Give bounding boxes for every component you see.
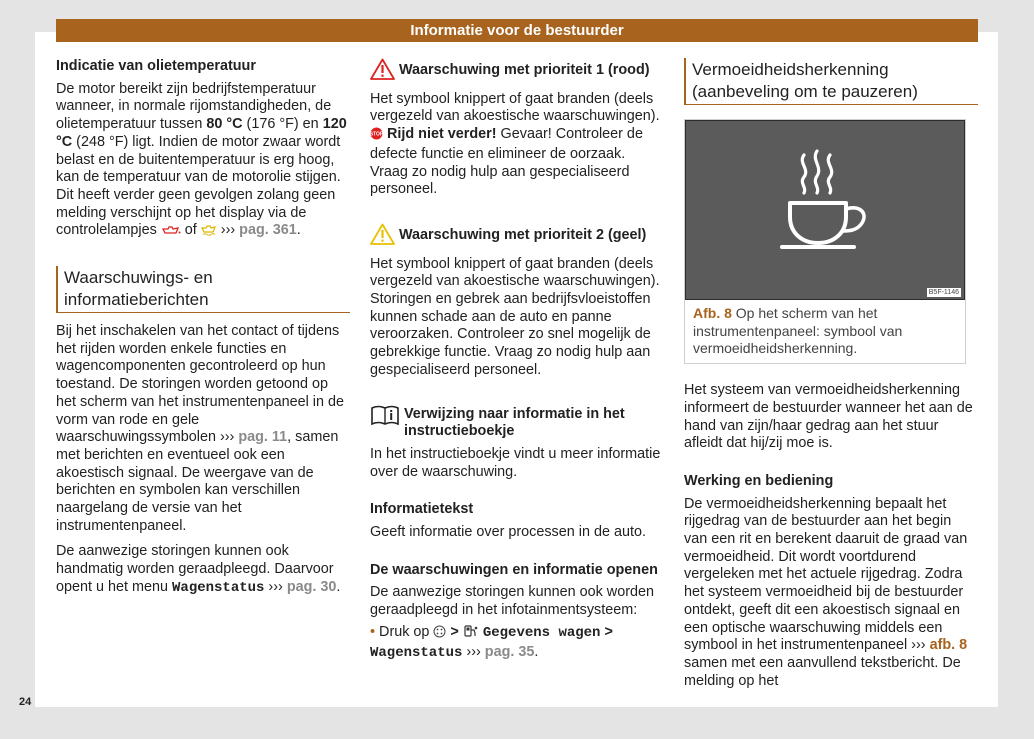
warnings-section-title: Waarschuwings- en informatieberichten [56, 266, 350, 313]
column-right [684, 58, 978, 698]
figure-8-image [685, 120, 965, 300]
oil-temp-paragraph: De motor bereikt zijn bedrijfstemperatuur wanneer, in normale rijomstandigheden, de olietemperatuur tussen 80 °C (176 °F) en 120 °C (248 °F) ligt. Indien de motor zwaar wordt belast en de buitentemperatuur is erg hoog, kan de temperatuur van de motorolie stijgen. Dit heeft verder geen gevolgen zolang geen melding verschijnt op het display via de controlelampjes of ››› pag. 361. [56, 81, 350, 242]
page-30-link[interactable]: pag. 30 [286, 578, 337, 595]
warning-triangle-red-icon [370, 58, 395, 86]
oil-can-red-icon [161, 224, 181, 242]
open-warnings-heading: De waarschuwingen en informatie openen [370, 561, 658, 578]
instruction-book-paragraph: In het instructieboekje vindt u meer informatie over de waarschuwing. [370, 445, 661, 480]
figure-8 [684, 119, 966, 364]
open-warnings-step: • Druk op > Gegevens wagen > Wagenstatus ››› pag. 35. [370, 623, 613, 661]
priority-2-paragraph: Het symbool knippert of gaat branden (deels vergezeld van akoestische waarschuwingen). Storingen en gebrek aan bedrijfsvloeistoffen kunnen schade aan de auto en panne veroorzaken. Controleer zo snel mogelijk de gebrekkige functie. Vraag zo nodig hulp aan gespecialiseerd personeel. [370, 255, 660, 378]
menu-wagenstatus-2: Wagenstatus [370, 644, 463, 661]
car-data-icon [463, 624, 479, 644]
instruction-book-heading: Verwijzing naar informatie in het instructieboekje [370, 404, 663, 441]
figure-8-link[interactable]: afb. 8 [929, 637, 968, 654]
coffee-cup-icon [686, 121, 964, 299]
operation-heading: Werking en bediening [684, 472, 834, 489]
page-11-link[interactable]: pag. 11 [238, 429, 288, 446]
fatigue-section-title: Vermoeidheidsherkenning (aanbeveling om te pauzeren) [684, 58, 978, 105]
column-middle [370, 58, 663, 670]
warning-triangle-yellow-icon [370, 223, 395, 251]
figure-code: B5F-1146 [928, 289, 959, 296]
stop-icon [370, 127, 383, 146]
info-text-paragraph: Geeft informatie over processen in de auto. [370, 524, 646, 541]
menu-wagenstatus: Wagenstatus [172, 579, 265, 596]
priority-1-paragraph: Het symbool knippert of gaat branden (deels vergezeld van akoestische waarschuwingen). STOP Rijd niet verder! Gevaar! Controleer de defecte functie en elimineer de oorzaak. Vraag zo nodig hulp aan gespecialiseerd personeel. [370, 90, 660, 198]
menu-gegevens-wagen: Gegevens wagen [482, 624, 601, 641]
priority-1-heading: Waarschuwing met prioriteit 1 (rood) [370, 58, 663, 86]
fatigue-paragraph-1: Het systeem van vermoeidheidsherkenning informeert de bestuurder wanneer het aan de hand van zijn/haar gedrag aan het stuur afleidt dat hij/zij moe is. [684, 382, 973, 452]
warnings-paragraph-2: De aanwezige storingen kunnen ook handmatig worden geraadpleegd. Daarvoor opent u het menu Wagenstatus ››› pag. 30. [56, 543, 341, 596]
priority-2-heading: Waarschuwing met prioriteit 2 (geel) [370, 223, 663, 251]
page-35-link[interactable]: pag. 35 [484, 643, 535, 660]
page-number: 24 [19, 696, 32, 708]
column-left [56, 58, 350, 606]
info-text-heading: Informatietekst [370, 501, 474, 518]
book-info-icon [370, 404, 400, 432]
oil-temperature-yellow-icon [201, 223, 217, 242]
chapter-header: Informatie voor de bestuurder [56, 19, 978, 42]
oil-temp-heading: Indicatie van olietemperatuur [56, 58, 256, 74]
warnings-paragraph-1: Bij het inschakelen van het contact of tijdens het rijden worden enkele functies en wagencomponenten gecontroleerd op hun toestand. De storingen worden getoond op het scherm van het instrumentenpaneel in de vorm van rode en gele waarschuwingssymbolen ››› pag. 11, samen met berichten en eventueel ook een akoestisch signaal. De weergave van de berichten en symbolen kan verschillen naargelang de versie van het instrumentenpaneel. [56, 323, 344, 534]
svg-text:STOP: STOP [370, 131, 383, 138]
fatigue-paragraph-2: De vermoeidheidsherkenning bepaalt het rijgedrag van de bestuurder aan het begin van een rit en berekent daaruit de graad van vermoeidheid. Dit wordt voortdurend vergeleken met het actuele rijgedrag. Zodra het systeem vermoeidheid bij de bestuurder ontdekt, geeft dit een akoestisch signaal en een optische waarschuwing middels een symbool in het instrumentenpaneel ››› afb. 8 samen met een aanvullend tekstbericht. De melding op het [684, 495, 968, 689]
home-menu-icon [433, 625, 446, 644]
open-warnings-paragraph: De aanwezige storingen kunnen ook worden geraadpleegd in het infotainmentsysteem: [370, 584, 655, 619]
figure-8-caption: Afb. 8 Op het scherm van het instrumentenpaneel: symbool van vermoeidheidsherkenning. [693, 305, 903, 357]
oil-page-link[interactable]: pag. 361 [239, 222, 297, 239]
